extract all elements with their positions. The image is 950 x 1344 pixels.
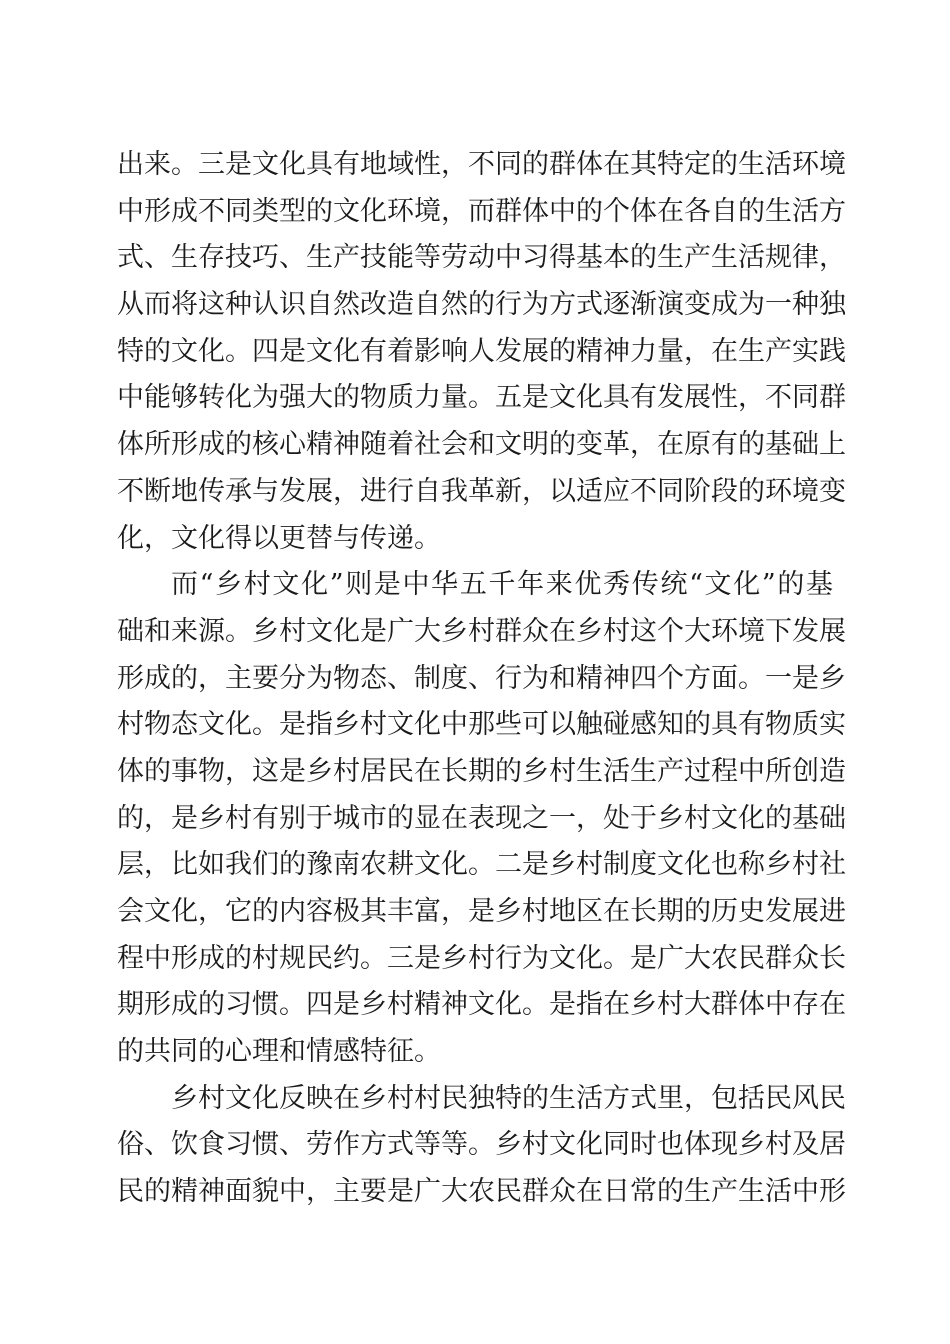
text-line: 会文化，它的内容极其丰富，是乡村地区在长期的历史发展进 (117, 896, 846, 927)
text-line: 特的文化。四是文化有着影响人发展的精神力量，在生产实践 (117, 335, 846, 367)
text-line: 出来。三是文化具有地域性，不同的群体在其特定的生活环境 (117, 149, 846, 180)
text-line: 俗、饮食习惯、劳作方式等等。乡村文化同时也体现乡村及居 (117, 1129, 846, 1161)
text-line: 中形成不同类型的文化环境，而群体中的个体在各自的生活方 (117, 195, 846, 227)
text-line: 的共同的心理和情感特征。 (117, 1036, 441, 1068)
text-line: 体的事物，这是乡村居民在长期的乡村生活生产过程中所创造 (117, 755, 846, 787)
text-line: 村物态文化。是指乡村文化中那些可以触碰感知的具有物质实 (117, 709, 846, 741)
text-line: 体所形成的核心精神随着社会和文明的变革，在原有的基础上 (117, 429, 846, 461)
text-line: 层，比如我们的豫南农耕文化。二是乡村制度文化也称乡村社 (117, 849, 846, 881)
text-line: 化，文化得以更替与传递。 (117, 522, 441, 554)
text-line: 形成的，主要分为物态、制度、行为和精神四个方面。一是乡 (117, 662, 846, 694)
text-line: 础和来源。乡村文化是广大乡村群众在乡村这个大环境下发展 (117, 615, 846, 647)
paragraph-2 (117, 562, 846, 1076)
paragraph-3 (117, 1076, 846, 1216)
text-line: 乡村文化反映在乡村村民独特的生活方式里，包括民风民 (171, 1082, 846, 1114)
paragraph-1 (117, 142, 846, 562)
text-line: 不断地传承与发展，进行自我革新，以适应不同阶段的环境变 (117, 475, 846, 507)
text-line: 式、生存技巧、生产技能等劳动中习得基本的生产生活规律， (117, 242, 846, 274)
text-line: 民的精神面貌中，主要是广大农民群众在日常的生产生活中形 (117, 1176, 846, 1208)
text-line: 中能够转化为强大的物质力量。五是文化具有发展性，不同群 (117, 382, 846, 414)
text-line: 程中形成的村规民约。三是乡村行为文化。是广大农民群众长 (117, 942, 846, 974)
text-line: 期形成的习惯。四是乡村精神文化。是指在乡村大群体中存在 (117, 989, 846, 1021)
body-text (117, 142, 846, 1216)
text-line: 而“乡村文化”则是中华五千年来优秀传统“文化”的基 (171, 569, 833, 601)
text-line: 从而将这种认识自然改造自然的行为方式逐渐演变成为一种独 (117, 289, 846, 321)
text-line: 的，是乡村有别于城市的显在表现之一，处于乡村文化的基础 (117, 802, 846, 834)
